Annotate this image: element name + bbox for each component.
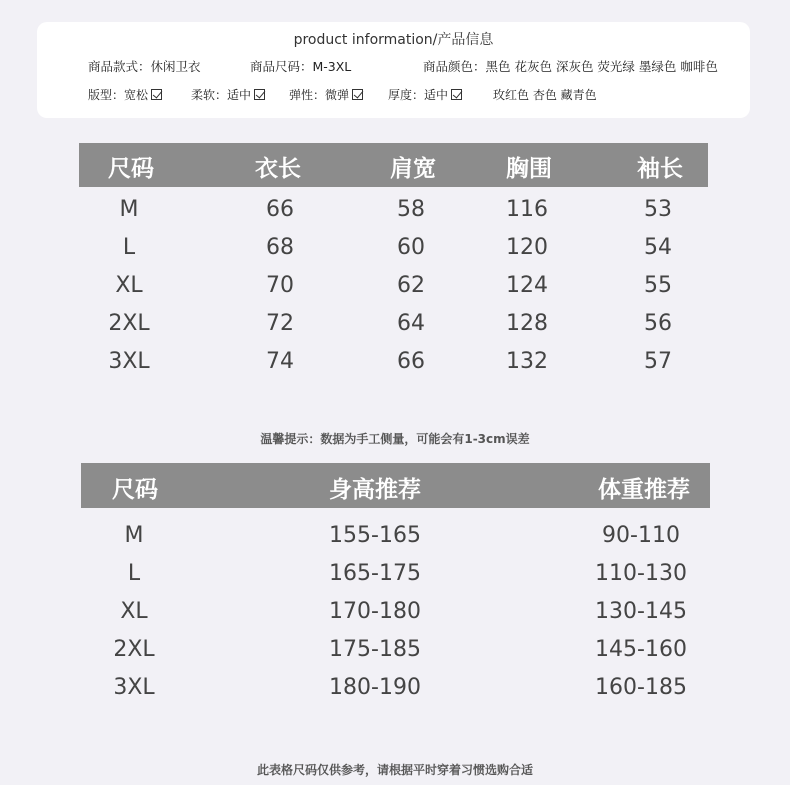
product-info-card [37, 22, 750, 118]
table-row [79, 273, 708, 303]
size-header-shoulder: 肩宽 [390, 156, 436, 182]
check-icon [352, 89, 363, 100]
shoulder-cell: 58 [397, 197, 425, 222]
length-cell: 66 [266, 197, 294, 222]
shoulder-cell: 66 [397, 349, 425, 374]
measurement-note: 温馨提示：数据为手工侧量，可能会有1-3cm误差 [260, 432, 530, 446]
chest-cell: 120 [506, 235, 548, 260]
table-row [81, 637, 710, 667]
size-cell: XL [115, 273, 143, 298]
table-row [79, 311, 708, 341]
weight-cell: 145-160 [595, 637, 687, 662]
softness-label: 柔软：适中 [191, 88, 252, 102]
height-cell: 170-180 [329, 599, 421, 624]
size-cell: XL [120, 599, 148, 624]
weight-cell: 130-145 [595, 599, 687, 624]
table-row [79, 349, 708, 379]
height-cell: 155-165 [329, 523, 421, 548]
size-cell: L [122, 235, 136, 260]
table-row [79, 197, 708, 227]
height-cell: 180-190 [329, 675, 421, 700]
sleeve-cell: 55 [644, 273, 672, 298]
weight-cell: 160-185 [595, 675, 687, 700]
size-cell: M [119, 197, 139, 222]
size-header-size: 尺码 [108, 156, 154, 182]
reference-note: 此表格尺码仅供参考，请根据平时穿着习惯选购合适 [256, 763, 533, 777]
fit-attr [88, 86, 162, 103]
thickness-label: 厚度：适中 [388, 88, 449, 102]
size-cell: 3XL [108, 349, 150, 374]
table-row [81, 675, 710, 705]
elasticity-label: 弹性：微弹 [289, 88, 350, 102]
sleeve-cell: 57 [644, 349, 672, 374]
size-header-length: 衣长 [255, 156, 301, 182]
size-header-chest: 胸围 [506, 156, 552, 182]
fit-label: 版型：宽松 [88, 88, 149, 102]
size-table-header [79, 143, 708, 187]
product-info-title: product information/产品信息 [293, 32, 494, 48]
size-cell: 3XL [113, 675, 155, 700]
thickness-attr [388, 86, 462, 103]
check-icon [451, 89, 462, 100]
size-header-sleeve: 袖长 [637, 156, 683, 182]
length-cell: 70 [266, 273, 294, 298]
size-cell: M [124, 523, 144, 548]
shoulder-cell: 62 [397, 273, 425, 298]
chest-cell: 128 [506, 311, 548, 336]
table-row [79, 235, 708, 265]
weight-cell: 90-110 [602, 523, 680, 548]
shoulder-cell: 64 [397, 311, 425, 336]
check-icon [151, 89, 162, 100]
sizes-attr: 商品尺码：M-3XL [250, 59, 352, 74]
length-cell: 68 [266, 235, 294, 260]
softness-attr [191, 86, 265, 103]
sleeve-cell: 54 [644, 235, 672, 260]
style-attr: 商品款式：休闲卫衣 [88, 59, 201, 74]
sleeve-cell: 56 [644, 311, 672, 336]
weight-cell: 110-130 [595, 561, 687, 586]
chest-cell: 132 [506, 349, 548, 374]
check-icon [254, 89, 265, 100]
table-row [81, 523, 710, 553]
shoulder-cell: 60 [397, 235, 425, 260]
rec-header-height: 身高推荐 [329, 477, 421, 503]
rec-header-weight: 体重推荐 [598, 477, 690, 503]
size-cell: 2XL [108, 311, 150, 336]
chest-cell: 116 [506, 197, 548, 222]
size-cell: L [127, 561, 141, 586]
rec-header-size: 尺码 [112, 477, 158, 503]
table-row [81, 599, 710, 629]
elasticity-attr [289, 86, 363, 103]
chest-cell: 124 [506, 273, 548, 298]
size-cell: 2XL [113, 637, 155, 662]
rec-table-header [81, 463, 710, 508]
sleeve-cell: 53 [644, 197, 672, 222]
length-cell: 74 [266, 349, 294, 374]
length-cell: 72 [266, 311, 294, 336]
colors-attr-line2: 玫红色 杏色 藏青色 [493, 88, 597, 102]
height-cell: 165-175 [329, 561, 421, 586]
table-row [81, 561, 710, 591]
colors-attr: 商品颜色：黑色 花灰色 深灰色 荧光绿 墨绿色 咖啡色 [423, 59, 718, 74]
height-cell: 175-185 [329, 637, 421, 662]
